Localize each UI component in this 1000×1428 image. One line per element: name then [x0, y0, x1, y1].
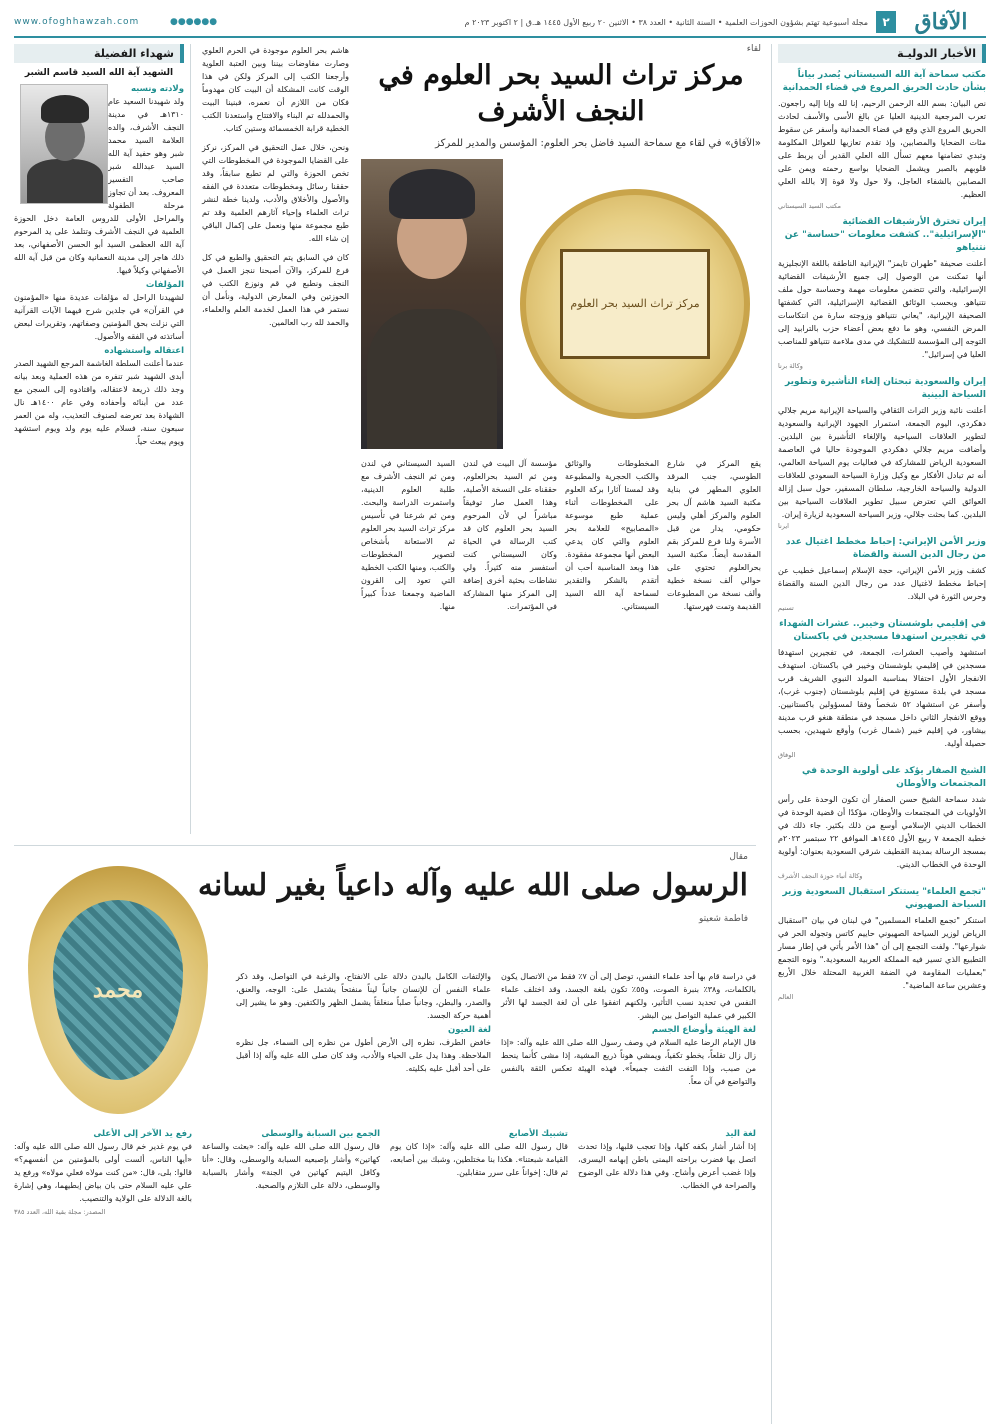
- feature-paragraph: السيد السيستاني في لندن ومن ثم النجف الأشرف مع طلبة العلوم الدينية، واستمرت الدراسة والبحث. ومن ثم شرعنا في تأسيس مركز تراث السيد بحر العلوم ثم الاستعانة بأشخاص لتصوير المخطوطات والكتب، ومنها الكتب الخطية التي تعود إلى القرون الماضية وجمعنا عدداً كبيراً منها.: [361, 459, 455, 611]
- feature-kicker: لقاء: [746, 44, 761, 54]
- news-item[interactable]: [778, 536, 986, 612]
- news-column-header: الأخبار الدوليـة: [778, 44, 986, 63]
- bottom-section-body: في يوم غدير خم قال رسول الله صلى الله عليه وآله: «أيها الناس، ألست أولى بالمؤمنين من أنفسهم؟» قالوا: بلى، قال: «من كنت مولاه فعلي مولاه» ورفع يد علي عليه السلام حتى بان بياض إبطيهما، وهي إشارة بالغة الدلالة على الولاية والتنصيب.: [14, 1142, 192, 1203]
- news-item[interactable]: [778, 376, 986, 530]
- news-item[interactable]: [778, 765, 986, 880]
- news-title: إيران تخترق الأرشيفات القضائية "الإسرائيلية".. كشفت معلومات "حساسة" عن نتنياهو: [784, 217, 986, 253]
- bottom-section-title: تشبيك الأصابع: [508, 1129, 568, 1139]
- cont-paragraph: هاشم بحر العلوم موجودة في الحرم العلوي وصارت مفاوضات بيننا وبين العتبة العلوية وأرجعنا الكتب إلى المركز ولكن في هذا الوقت كانت المشكلة أن البيت كان مهدوماً فكان من اللازم أن نعمره، فبنينا البيت والحمدلله تم البناء والافتتاح واستعدنا الكتب الخطية قرابة الخمسمائة وستين كتاب.: [202, 46, 349, 133]
- martyr-name: الشهيد آية الله السيد قاسم الشبر: [24, 68, 174, 78]
- news-title: مكتب سماحة آية الله السيستاني يُصدر بياناً بشأن حادث الحريق المروع في قضاء الحمدانية: [782, 70, 986, 93]
- divider-dots-icon: ●●●●●●: [170, 17, 218, 27]
- news-source: مكتب السيد السيستاني: [778, 202, 842, 210]
- feature-text: [361, 457, 761, 613]
- news-body: استنكر "تجمع العلماء المسلمين" في لبنان في بيان "استقبال الرياض لوزير السياحة الصهيوني حاييم كاتس وتجوله الحر في شوارعها". ولفت التجمع إلى أن "هذا الأمر يأتي في إطار مسار التطبيع الذي تسير فيه المملكة العربية السعودية." ونوه التجمع "بعمليات المقاومة في الضفة الغربية المحتلة خلال الأربع وعشرين ساعة الماضية".: [778, 916, 986, 990]
- bottom-author: فاطمة شعيتو: [698, 914, 748, 924]
- news-column: [771, 44, 986, 1424]
- news-item[interactable]: [778, 886, 986, 1001]
- news-source: العالم: [778, 993, 794, 1001]
- bottom-section-body: إذا أشار أشار بكفه كلها، وإذا تعجب قلبها، وإذا تحدث اتصل بها فضرب براحته اليمنى باطن إبهامه اليسرى، وإذا غضب أعرض وأشاح. وفي هذا دلالة على الوضوح والصراحة في الخطاب.: [578, 1142, 756, 1190]
- feature-paragraph: يقع المركز في شارع الطوسي، جنب المرقد العلوي المطهر في بناية مكتبة السيد هاشم آل بحر العلوم والمركز أهلي وليس حكومي، يدار من قبل الأسرة ولنا فرع للمركز بقم المقدسة أيضاً. مكتبة السيد بحرالعلوم تحتوي على حوالي ألف نسخة خطية وألف نسخة من المطبوعات القديمة وتمت فهرستها.: [667, 459, 761, 611]
- feature-subtitle: «الآفاق» في لقاء مع سماحة السيد فاضل بحر العلوم: المؤسس والمدير للمركز: [435, 138, 761, 149]
- martyr-section-body: لشهيدنا الراحل له مؤلفات عديدة منها «المؤمنون في القرآن» في جلدين شرح فيهما الآيات القرآنية التي نزلت بحق المؤمنين وصفاتهم، وتقريرات لبعض أساتذته في الفقه والأصول.: [14, 293, 184, 341]
- news-body: كشف وزير الأمن الإيراني، حجة الإسلام إسماعيل خطيب عن إحباط مخطط لاغتيال عدد من رجال الدين السنة والقضاة وحرس الثورة في البلاد.: [778, 566, 986, 601]
- cont-paragraph: كان في السابق يتم التحقيق والطبع في كل فرع للمركز، والآن أصبحنا ننجز العمل في النجف ونطبع في قم ونوزع الكتب في الحوزتين وفي المعارض الدولية، ونأمل أن نستمر في هذا العمل لخدمة العلم والعلماء، والحمد لله رب العالمين.: [202, 253, 349, 327]
- bottom-section-title: الجمع بين السبابة والوسطى: [261, 1129, 380, 1139]
- website-url[interactable]: www.ofoghhawzah.com: [14, 17, 140, 27]
- martyr-section-title: اعتقاله واستشهاده: [104, 346, 184, 356]
- martyr-portrait: [20, 84, 108, 204]
- bottom-paragraph: في دراسة قام بها أحد علماء النفس، توصل إلى أن ٧٪ فقط من الاتصال يكون بالكلمات، و٣٨٪ بنبرة الصوت، و٥٥٪ تكون بلغة الجسد، وقد اختلف علماء النفس في تحديد نسب التأثير، ولكنهم اتفقوا على أن لغة الجسد لها الأثر الكبير في عملية التواصل بين البشر.: [501, 972, 757, 1020]
- news-body: نص البيان: بسم الله الرحمن الرحيم، إنا لله وإنا إليه راجعون. تعرب المرجعية الدينية العليا عن بالغ الأسى والأسف لحادث الحريق المروع الذي وقع في قضاء الحمدانية وأسفر عن سقوط مئات الضحايا والمصابين، وإذ تقدم تعازيها للعوائل المكلومة وتبدي تضامنها معهم تسأل الله العلي القدير أن يربط على قلوبهم بالصبر ويشمل الضحايا بواسع رحمته ويمن على المصابين بالشفاء العاجل، ولا حول ولا قوة إلا بالله العلي العظيم.: [778, 99, 986, 199]
- masthead: [14, 8, 986, 38]
- bottom-section-body: قال رسول الله صلى الله عليه وآله: «إذا كان يوم القيامة شبعتنا». هكذا بنا مختلطين، وشبك بين أصابعه، ثم قال: إخواناً على سرر متقابلين.: [390, 1142, 568, 1177]
- news-title: وزير الأمن الإيراني: إحباط مخطط اغتيال عدد من رجال الدين السنة والقضاة: [785, 537, 986, 560]
- page-number: ٢: [876, 11, 896, 33]
- bottom-section-title: لغة اليد: [725, 1129, 756, 1139]
- bottom-section-body: قال رسول الله صلى الله عليه وآله: «بعثت والساعة كهاتين» وأشار بإصبعيه السبابة والوسطى، وقال: «أنا وكافل اليتيم كهاتين في الجنة» وأشار بالسبابة والوسطى، دلالة على التلازم والصحبة.: [202, 1142, 380, 1190]
- bottom-intro-columns: [236, 970, 756, 1088]
- news-source: وكالة برنا: [778, 362, 803, 370]
- feature-paragraph: مؤسسة آل البيت في لندن ومن ثم السيد بحرالعلوم، حققناه على النسخة الأصلية، وهذا العمل صار توفيقاً مباشراً لي لأن المرحوم السيد بحر العلوم كان قد كتب الرسالة في الحياة وكان السيستاني كنت أستفسر منه كثيراً. ولي نشاطات بحثية أخرى إضافة إلى المركز منها المشاركة في المؤتمرات.: [463, 459, 557, 611]
- bottom-section-title: لغة العيون: [447, 1025, 491, 1035]
- news-title: الشيخ الصفار يؤكد على أولوية الوحدة في المجتمعات والأوطان: [802, 766, 986, 789]
- bottom-footnote: المصدر: مجلة بقية الله، العدد ٣٨٥: [14, 1208, 106, 1216]
- interviewee-photo: [361, 159, 503, 449]
- martyr-column: [14, 44, 191, 834]
- news-source: وكالة أنباء حوزة النجف الأشرف: [778, 872, 863, 880]
- issue-line: مجلة أسبوعية تهتم بشؤون الحوزات العلمية • السنة الثانية • العدد ٣٨ • الاثنين ٢٠ ربيع الأول ١٤٤٥ هـ.ق | ٢ اكتوبر ٢٠٢٣ م: [464, 17, 868, 27]
- bottom-kicker: مقال: [729, 852, 748, 862]
- publication-logo[interactable]: الآفاق: [914, 9, 968, 35]
- news-item[interactable]: [778, 69, 986, 210]
- news-title: إيران والسعودية تبحثان إلغاء التأشيرة وتطوير السياحة البينية: [784, 377, 986, 400]
- bottom-article: [14, 845, 756, 1420]
- calligraphy-text: محمد: [53, 900, 183, 1080]
- bottom-paragraph: والإلتفات الكامل بالبدن دلالة على الانفتاح، والرغبة في التواصل، وقد ذكر علماء النفس أن للإنسان جانباً ليناً منفتحاً يشتمل على: الوجه، والعنق، والصدر، والبطن، وجانباً صلباً منغلقاً يشمل الظهر والكتفين. وهو ما يشير إلى أهمية حركة الجسد.: [236, 972, 491, 1020]
- martyr-section-body: ولد شهيدنا السعيد عام ١٣١٠هـ في مدينة النجف الأشرف، والده العلامة السيد محمد شبر وهو حفيد آية الله السيد عبدالله شبر صاحب التفسير المعروف. بعد أن تجاوز مرحلة الطفولة والمراحل الأولى للدروس العامة دخل الحوزة العلمية في النجف الأشرف وتتلمذ على يد المرحوم آية الله العظمى السيد أبو الحسن الأصفهاني، بعد ذلك هاجر إلى مدينة النعمانية وكان من قبل آية الله الأصفهاني وكيلاً فيها.: [14, 97, 184, 275]
- bottom-section-body: قال الإمام الرضا عليه السلام في وصف رسول الله صلى الله عليه وآله: «إذا زال زال تقلعاً، يخطو تكفياً، ويمشي هوناً ذريع المشية، إذا مشى كأنما ينحط من صبب، وإذا التفت التفت جميعاً». فهذه الهيئة تعكس الثقة بالنفس والتواضع في آن معاً.: [501, 1038, 756, 1086]
- news-source: تسنيم: [778, 604, 794, 612]
- news-item[interactable]: [778, 216, 986, 370]
- cont-paragraph: ونحن، خلال عمل التحقيق في المركز، نركز على القضايا الموجودة في المخطوطات التي تخص الحوزة والتي لم تطبع سابقاً، وقد حققنا رسائل ومخطوطات متعددة في الفقه والأصول والأخلاق والأدب، ولدينا خطة لنشر تراث العلماء وإحياء آثارهم العلمية وقد تم طبع مجموعة منها ونعمل على إكمال الباقي إن شاء الله.: [202, 143, 349, 243]
- bottom-section-title: لغة الهيئة وأوضاع الجسم: [651, 1025, 756, 1035]
- news-item[interactable]: [778, 618, 986, 759]
- calligraphy-drop-image: [28, 866, 208, 1114]
- center-emblem-text: مركز تراث السيد بحر العلوم: [560, 249, 710, 359]
- feature-headline[interactable]: مركز تراث السيد بحر العلوم في النجف الأشرف: [378, 60, 744, 127]
- news-body: أعلنت نائبة وزير التراث الثقافي والسياحة الإيرانية مريم جلالي دهكردي، اليوم الجمعة، استمرار الجهود الإيرانية والسعودية لتطوير العلاقات السياحية والإلغاء التأشيرة بين البلدين. وأضافت مريم جلالي دهكردي الموجودة حاليا في العاصمة السعودية الرياض للمشاركة في فعاليات يوم السياحة العالمي، أنه تم تبادل الأفكار مع وكيل وزارة السياحة السعودي للعلاقات الدولية والسياحة الخارجية، سلطان المسفير، حول سبل إزالة العوائق التي تعترض سبيل تطوير العلاقات السياحية بين البلدين. كما بحثت جلالي، وزير السياحة السعودية لزيارة إيران.: [778, 406, 986, 519]
- feature-paragraph: المخطوطات والوثائق والكتب الحجرية والمطبوعة وقد لمستا آثارا بركة العلوم على المخطوطات أثناء عملية طبع موسوعة «المصابيح» للعلامة بحر العلوم والتي كان يدعي البعض أنها مجموعة مفقودة. هذا وبعد المناسبة أحب أن أتقدم بالشكر والتقدير لسماحة آية الله السيد السيستاني.: [565, 459, 659, 611]
- news-body: استشهد وأصيب العشرات، الجمعة، في تفجيرين استهدفا مسجدين في إقليمي بلوشستان وخيبر في باكستان. استهدف الانفجار الأول احتفالا بمناسبة المولد النبوي الشريف قرب مسجد في بلدة مستونغ في إقليم بلوشستان (جنوب غرب)، وأسفر عن استشهاد ٥٢ شخصاً وفقا لمسؤولين باكستانيين. ووقع الانفجار الثاني داخل مسجد في منطقة هنغو قرب مدينة بيشاور، في إقليم خيبر (شمال غرب) وأوقع شهيدين، بحسب حصيلة أولية.: [778, 648, 986, 748]
- news-body: أعلنت صحيفة "طهران تايمز" الإيرانية الناطقة باللغة الإنجليزية أنها تمكنت من الوصول إلى جميع الأرشيفات القضائية الإسرائيلية، والتي تتضمن معلومات مهمة وحساسة حول ملف نتنياهو. وبحسب الوثائق القضائية الإسرائيلية، التي كشفتها الصحيفة الإيرانية، "يعاني نتنياهو وزوجته سارة من انتكاسات المرض النفسي، وهو ما دفع بعض أعضاء حزب بالترابيد إلى التوجه إلى المؤسسة للتشكيك في مدى ملاءمة نتنياهو للمناصب العليا في إسرائيل".: [778, 259, 986, 359]
- news-source: الوفاق: [778, 751, 796, 759]
- bottom-headline[interactable]: الرسول صلى الله عليه وآله داعياً بغير لسانه: [197, 868, 748, 903]
- news-title: "تجمع العلماء" يستنكر استقبال السعودية وزير السياحة الصهيوني: [782, 887, 986, 910]
- news-body: شدد سماحة الشيخ حسن الصفار أن تكون الوحدة على رأس الأولويات في المجتمعات والأوطان، مؤكدًا أن قضية الوحدة في الخطاب الديني الإسلامي أوسع من ذلك بكثير. جاء ذلك في خطبة الجمعة ٧ ربيع الأول ١٤٤٥هـ الموافق ٢٢ سبتمبر ٢٠٢٣م بمسجد الرسالة بمدينة القطيف شرقي السعودية بعنوان: أولوية الوحدة في الخطاب الديني.: [778, 795, 986, 869]
- center-emblem-icon: [520, 189, 750, 419]
- martyr-column-header: شهداء الفضيلة: [14, 44, 184, 63]
- feature-images: [361, 159, 761, 449]
- center-logo-image: [509, 159, 761, 449]
- news-title: في إقليمي بلوشستان وخيبر.. عشرات الشهداء في تفجيرين استهدفا مسجدين في باكستان: [779, 619, 986, 642]
- feature-continuation: [198, 44, 353, 834]
- feature-article: [361, 44, 761, 834]
- martyr-section-title: ولادته ونسبه: [130, 84, 184, 94]
- bottom-section-title: رفع يد الآخر إلى الأعلى: [93, 1129, 192, 1139]
- martyr-section-body: عندما أعلنت السلطة الغاشمة المرجع الشهيد الصدر أبدى الشهيد شبر تنفره من هذه العملية وبعد بيانه وجد ذلك ذريعة لاعتقاله، واقتادوه إلى السجن مع عدد من أبنائه وأحفاده وفي عام ١٤٠٠هـ نال الشهادة بعد تعرضه لصنوف التعذيب، وله من العمر سبعون سنة، فسلام عليه يوم ولد ويوم استشهد ويوم يبعث حياً.: [14, 359, 184, 446]
- bottom-section-body: خافض الطرف، نظره إلى الأرض أطول من نظره إلى السماء، جل نظره الملاحظة. وهذا يدل على الحياء والأدب، وقد كان صلى الله عليه وآله إذا أقبل على أحد أقبل عليه بكليته.: [236, 1038, 491, 1073]
- martyr-section-title: المؤلفات: [145, 280, 184, 290]
- bottom-columns: [14, 1126, 756, 1216]
- news-source: ايرنا: [778, 522, 789, 530]
